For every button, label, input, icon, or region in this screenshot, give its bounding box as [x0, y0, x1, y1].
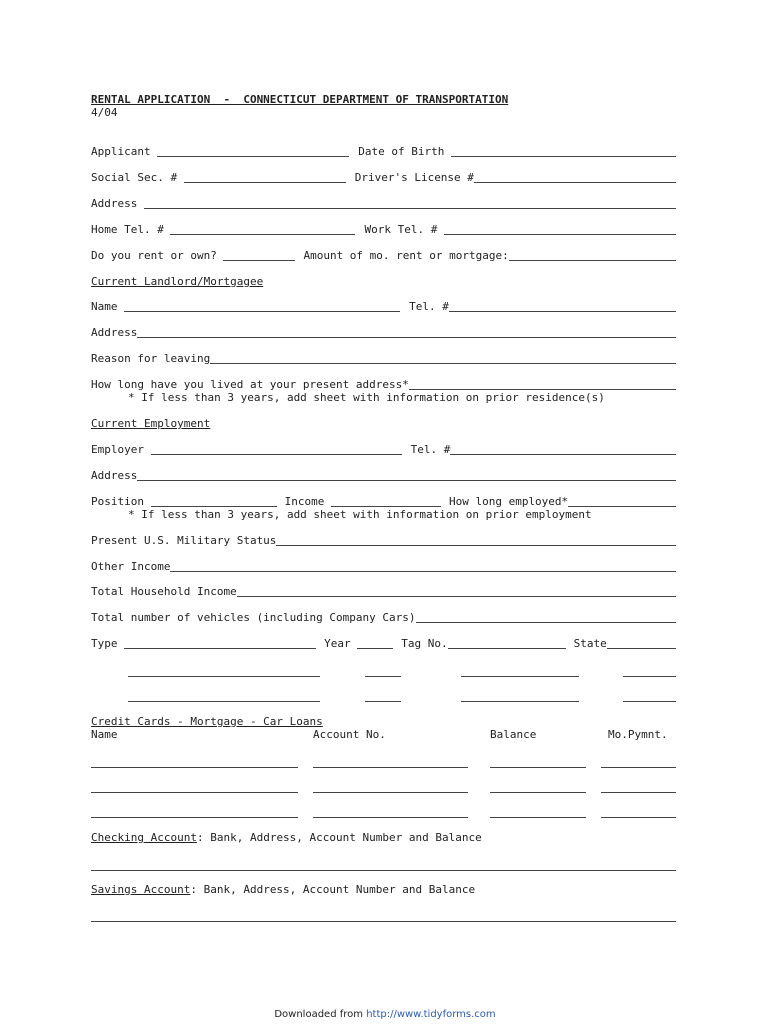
other-income-row [91, 560, 676, 573]
checking-row [91, 831, 482, 844]
credit-2-name-field[interactable] [91, 792, 298, 793]
credit-col-name: Name [91, 728, 118, 741]
license-field[interactable] [474, 173, 676, 183]
savings-desc: : Bank, Address, Account Number and Balance [190, 883, 476, 896]
vehicle-year-label: Year [324, 637, 358, 650]
residence-length-field[interactable] [409, 380, 676, 390]
employer-tel-field[interactable] [450, 445, 676, 455]
credit-col-account: Account No. [313, 728, 386, 741]
credit-2-balance-field[interactable] [490, 792, 586, 793]
position-row [91, 495, 676, 508]
employment-note: * If less than 3 years, add sheet with information on prior employment [128, 508, 592, 521]
rent-own-field[interactable] [223, 251, 295, 261]
employed-length-label: How long employed* [448, 495, 569, 508]
credit-heading: Credit Cards - Mortgage - Car Loans [91, 715, 323, 728]
ssn-label: Social Sec. # [91, 171, 184, 184]
vehicle-tag-label: Tag No. [401, 637, 448, 650]
checking-field[interactable] [91, 870, 676, 871]
footer-link[interactable]: http://www.tidyforms.com [366, 1009, 496, 1020]
phone-row [91, 223, 676, 236]
credit-1-name-field[interactable] [91, 767, 298, 768]
home-tel-label: Home Tel. # [91, 223, 171, 236]
rent-row [91, 249, 676, 262]
credit-3-payment-field[interactable] [601, 817, 676, 818]
credit-2-payment-field[interactable] [601, 792, 676, 793]
savings-label: Savings Account [91, 883, 191, 896]
military-label: Present U.S. Military Status [91, 534, 277, 547]
employed-length-field[interactable] [568, 497, 676, 507]
landlord-name-label: Name [91, 300, 125, 313]
vehicle-3-year-field[interactable] [365, 701, 401, 702]
footer [0, 1009, 770, 1020]
landlord-name-row [91, 300, 676, 313]
savings-field[interactable] [91, 921, 676, 922]
other-income-field[interactable] [170, 562, 676, 572]
residence-length-row [91, 378, 676, 391]
applicant-label: Applicant [91, 145, 158, 158]
residence-length-label: How long have you lived at your present address* [91, 378, 409, 391]
vehicle-year-field[interactable] [357, 639, 393, 649]
vehicle-state-label: State [573, 637, 607, 650]
address-field[interactable] [144, 199, 676, 209]
vehicles-total-row [91, 611, 676, 624]
landlord-heading: Current Landlord/Mortgagee [91, 275, 264, 288]
vehicle-state-field[interactable] [607, 639, 676, 649]
checking-label: Checking Account [91, 831, 197, 844]
employer-address-label: Address [91, 469, 138, 482]
checking-desc: : Bank, Address, Account Number and Balance [196, 831, 482, 844]
landlord-address-field[interactable] [137, 328, 676, 338]
credit-3-account-field[interactable] [313, 817, 468, 818]
vehicle-type-field[interactable] [124, 639, 316, 649]
credit-1-account-field[interactable] [313, 767, 468, 768]
other-income-label: Other Income [91, 560, 171, 573]
household-income-label: Total Household Income [91, 585, 237, 598]
employment-heading: Current Employment [91, 417, 211, 430]
vehicle-2-year-field[interactable] [365, 676, 401, 677]
reason-field[interactable] [210, 354, 676, 364]
vehicle-tag-field[interactable] [448, 639, 566, 649]
credit-3-name-field[interactable] [91, 817, 298, 818]
landlord-tel-label: Tel. # [409, 300, 449, 313]
applicant-row [91, 145, 676, 158]
credit-col-balance: Balance [490, 728, 537, 741]
vehicles-total-field[interactable] [416, 613, 676, 623]
landlord-tel-field[interactable] [449, 302, 676, 312]
credit-1-balance-field[interactable] [490, 767, 586, 768]
employer-label: Employer [91, 443, 151, 456]
employer-tel-label: Tel. # [410, 443, 451, 456]
employer-address-row [91, 469, 676, 482]
vehicle-3-state-field[interactable] [623, 701, 676, 702]
reason-label: Reason for leaving [91, 352, 211, 365]
dob-label: Date of Birth [358, 145, 451, 158]
vehicle-row-1 [91, 637, 676, 650]
position-label: Position [91, 495, 151, 508]
work-tel-field[interactable] [444, 225, 676, 235]
dob-field[interactable] [451, 147, 676, 157]
address-label: Address [91, 197, 144, 210]
position-field[interactable] [151, 497, 277, 507]
rent-own-label: Do you rent or own? [91, 249, 224, 262]
amount-field[interactable] [509, 251, 676, 261]
ssn-field[interactable] [184, 173, 346, 183]
residence-note: * If less than 3 years, add sheet with information on prior residence(s) [128, 391, 605, 404]
applicant-field[interactable] [157, 147, 349, 157]
military-row [91, 534, 676, 547]
license-label: Driver's License # [354, 171, 474, 184]
address-row [91, 197, 676, 210]
work-tel-label: Work Tel. # [364, 223, 444, 236]
credit-2-account-field[interactable] [313, 792, 468, 793]
household-income-field[interactable] [237, 587, 676, 597]
ssn-row [91, 171, 676, 184]
income-label: Income [284, 495, 331, 508]
vehicles-total-label: Total number of vehicles (including Company Cars) [91, 611, 416, 624]
credit-1-payment-field[interactable] [601, 767, 676, 768]
savings-row [91, 883, 475, 896]
credit-3-balance-field[interactable] [490, 817, 586, 818]
income-field[interactable] [331, 497, 441, 507]
home-tel-field[interactable] [170, 225, 355, 235]
landlord-address-row [91, 326, 676, 339]
vehicle-type-label: Type [91, 637, 125, 650]
vehicle-2-type-field[interactable] [128, 676, 320, 677]
amount-label: Amount of mo. rent or mortgage: [303, 249, 509, 262]
form-title: RENTAL APPLICATION - CONNECTICUT DEPARTMENT OF TRANSPORTATION [91, 93, 509, 106]
vehicle-3-type-field[interactable] [128, 701, 320, 702]
employer-field[interactable] [151, 445, 402, 455]
form-date: 4/04 [91, 106, 118, 119]
vehicle-2-tag-field[interactable] [461, 676, 579, 677]
credit-col-payment: Mo.Pymnt. [608, 728, 668, 741]
landlord-name-field[interactable] [124, 302, 400, 312]
military-field[interactable] [276, 536, 676, 546]
landlord-address-label: Address [91, 326, 138, 339]
vehicle-2-state-field[interactable] [623, 676, 676, 677]
reason-row [91, 352, 676, 365]
footer-prefix: Downloaded from [274, 1009, 367, 1020]
employer-address-field[interactable] [137, 471, 676, 481]
vehicle-3-tag-field[interactable] [461, 701, 579, 702]
household-income-row [91, 585, 676, 598]
employer-row [91, 443, 676, 456]
